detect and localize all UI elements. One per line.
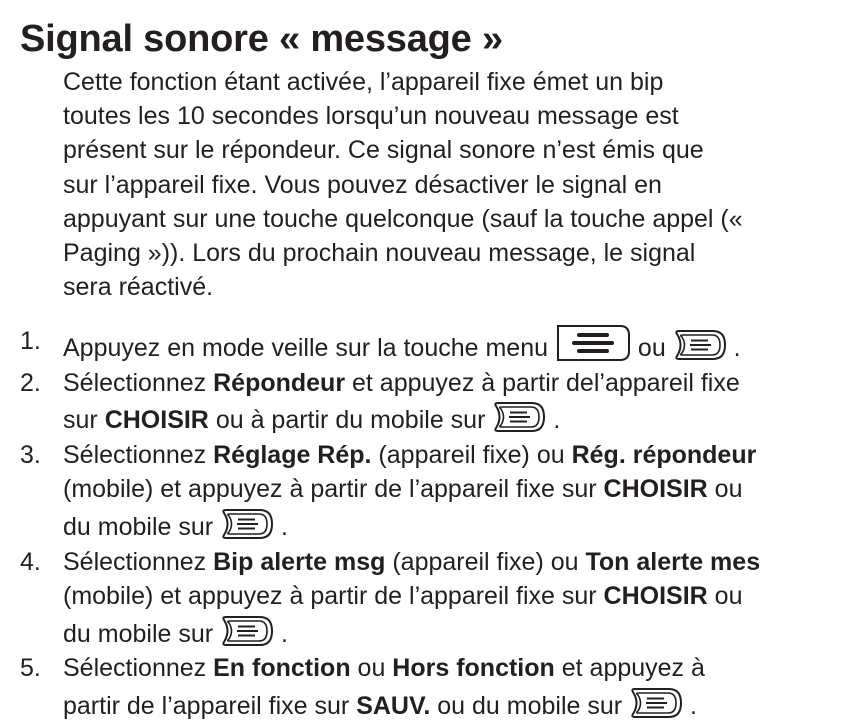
- step-text: .: [280, 512, 288, 541]
- step-4: [20, 545, 856, 652]
- step-line: [63, 472, 856, 507]
- menu-option-name: Bip alerte msg: [213, 547, 386, 576]
- menu-key-handset-icon: [220, 614, 274, 648]
- step-text: (mobile) et appuyez à partir de l’appareil fixe sur: [63, 582, 604, 611]
- intro-paragraph: [63, 65, 853, 304]
- step-text: ou à partir du mobile sur: [208, 406, 493, 435]
- step-line: [63, 438, 856, 473]
- step-text: et appuyez à partir del’appareil fixe: [345, 368, 740, 397]
- step-text: (appareil fixe) ou: [385, 547, 586, 576]
- menu-option-name: Hors fonction: [392, 654, 555, 683]
- step-text: (mobile) et appuyez à partir de l’appareil fixe sur: [63, 475, 604, 504]
- step-text: ou: [350, 654, 393, 683]
- step-text: partir de l’appareil fixe sur: [63, 691, 357, 720]
- step-line: [63, 545, 856, 580]
- menu-key-handset-icon: [673, 328, 727, 362]
- step-5: [20, 651, 856, 723]
- step-line: [63, 579, 856, 614]
- step-text: ou: [707, 582, 743, 611]
- step-number: 2.: [20, 368, 41, 397]
- step-text: et appuyez à: [554, 654, 705, 683]
- step-text: .: [280, 619, 288, 648]
- step-text: (appareil fixe) ou: [371, 440, 572, 469]
- step-text: Sélectionnez: [63, 368, 214, 397]
- menu-option-name: En fonction: [213, 654, 351, 683]
- step-1: [20, 324, 856, 366]
- step-line: [63, 324, 856, 366]
- step-text: .: [733, 334, 741, 362]
- step-number: 4.: [20, 547, 41, 576]
- steps-list: [20, 324, 856, 724]
- step-text: du mobile sur: [63, 512, 221, 541]
- step-text: Sélectionnez: [63, 547, 214, 576]
- step-text: ou: [637, 334, 673, 362]
- softkey-name: SAUV.: [356, 691, 431, 720]
- softkey-name: CHOISIR: [603, 475, 708, 504]
- softkey-name: CHOISIR: [603, 582, 708, 611]
- step-text: ou: [707, 475, 743, 504]
- intro-line: sera réactivé.: [63, 273, 214, 302]
- menu-key-base-icon: [555, 324, 631, 362]
- step-3: [20, 438, 856, 545]
- menu-key-handset-icon: [629, 686, 683, 720]
- intro-line: Cette fonction étant activée, l’appareil fixe émet un bip: [63, 68, 664, 96]
- step-text: Sélectionnez: [63, 654, 214, 683]
- step-text: du mobile sur: [63, 619, 221, 648]
- intro-line: présent sur le répondeur. Ce signal sonore n’est émis que: [63, 136, 704, 165]
- step-line: [63, 614, 856, 652]
- menu-key-handset-icon: [492, 400, 546, 434]
- step-line: [63, 651, 856, 686]
- intro-line: Paging »)). Lors du prochain nouveau message, le signal: [63, 239, 696, 268]
- intro-line: sur l’appareil fixe. Vous pouvez désactiver le signal en: [63, 170, 662, 199]
- step-line: [63, 507, 856, 545]
- menu-option-name: Réglage Rép.: [213, 440, 372, 469]
- step-text: Appuyez en mode veille sur la touche menu: [63, 334, 555, 362]
- step-number: 5.: [20, 654, 41, 683]
- intro-line: toutes les 10 secondes lorsqu’un nouveau message est: [63, 102, 679, 131]
- step-text: ou du mobile sur: [430, 691, 623, 720]
- step-text: .: [553, 406, 561, 435]
- menu-option-name: Rég. répondeur: [571, 440, 757, 469]
- step-line: [63, 400, 856, 438]
- section-title: Signal sonore « message »: [20, 18, 503, 60]
- intro-line: appuyant sur une touche quelconque (sauf la touche appel («: [63, 204, 743, 233]
- step-line: [63, 366, 856, 401]
- menu-option-name: Ton alerte mes: [585, 547, 761, 576]
- menu-option-name: Répondeur: [213, 368, 346, 397]
- softkey-name: CHOISIR: [104, 406, 209, 435]
- step-number: 1.: [20, 327, 41, 355]
- menu-key-handset-icon: [220, 507, 274, 541]
- step-text: sur: [63, 406, 105, 435]
- step-line: [63, 686, 856, 724]
- step-text: .: [690, 691, 697, 720]
- step-2: [20, 366, 856, 438]
- step-text: Sélectionnez: [63, 440, 214, 469]
- step-number: 3.: [20, 440, 41, 469]
